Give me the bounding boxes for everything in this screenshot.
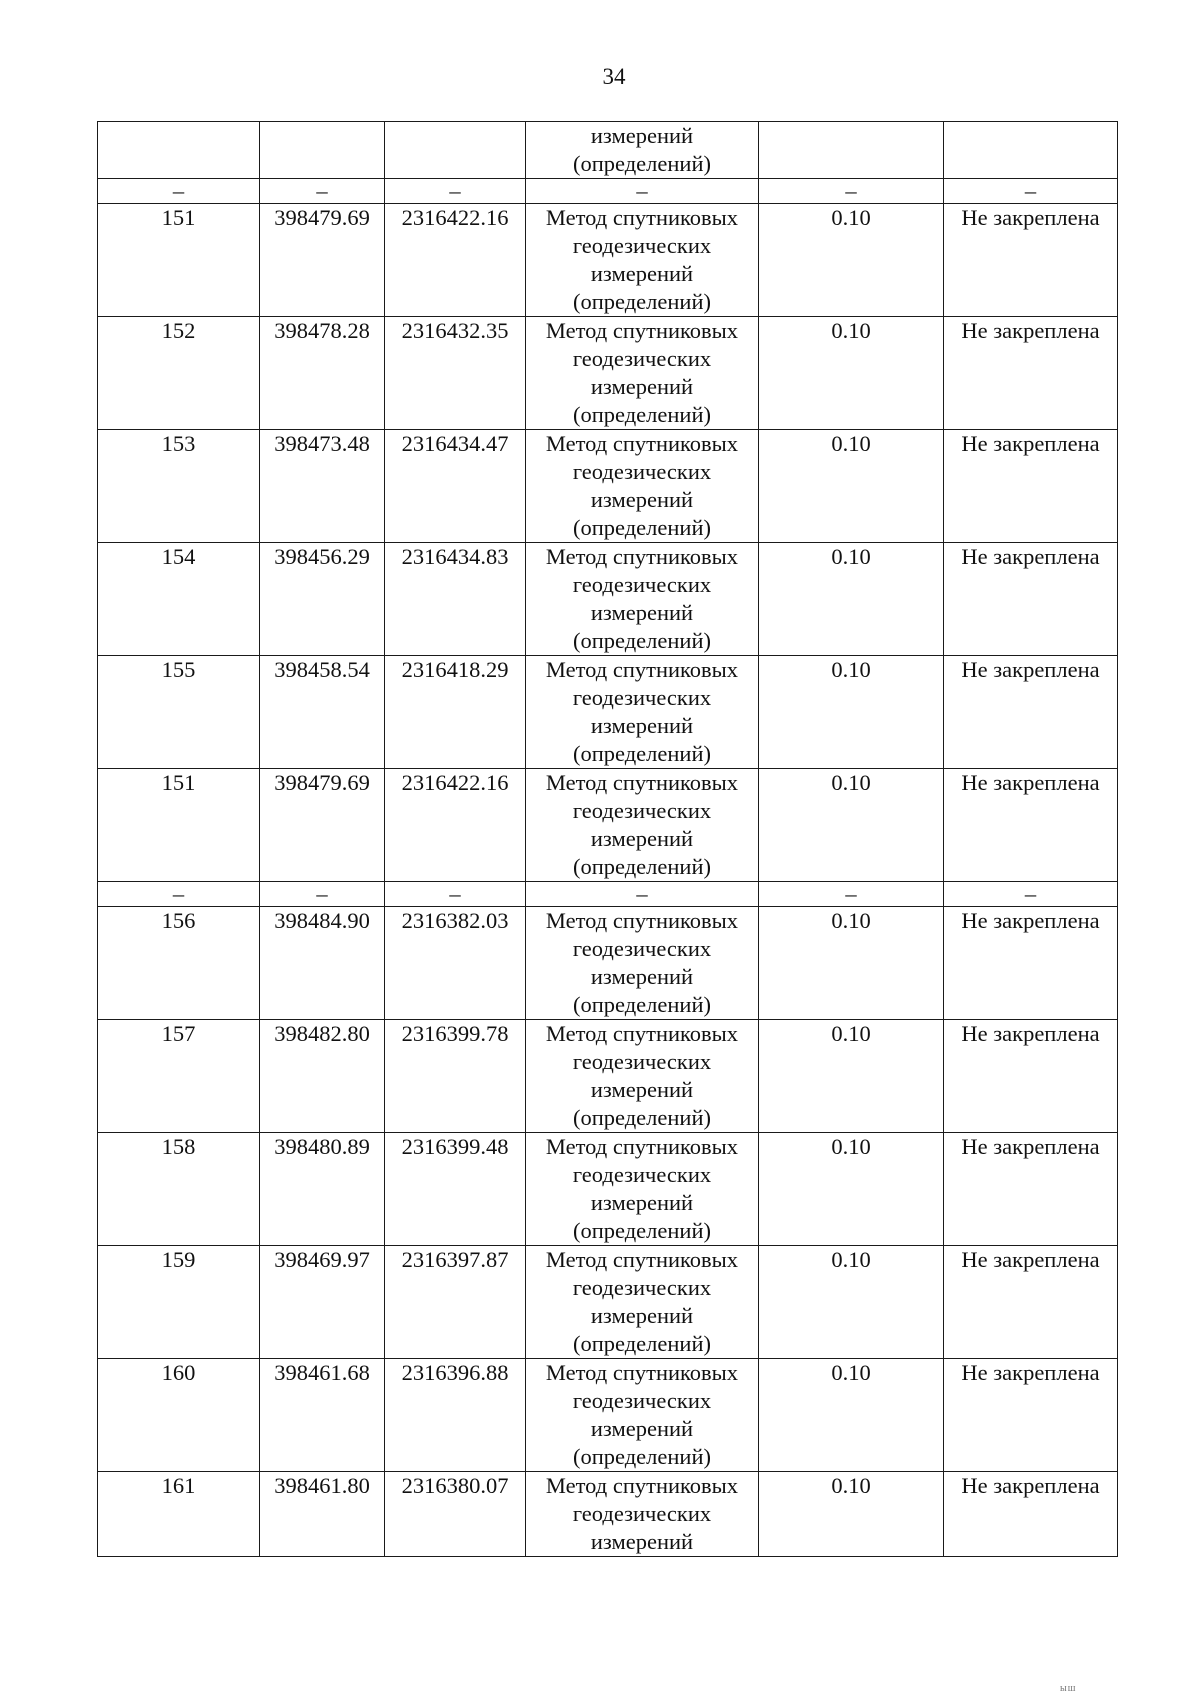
fixing-cell: Не закреплена: [944, 1359, 1118, 1472]
accuracy-cell: 0.10: [759, 204, 944, 317]
table-row: [98, 317, 1118, 430]
accuracy-cell: 0.10: [759, 430, 944, 543]
x-coordinate-cell: 398473.48: [260, 430, 385, 543]
sep-accuracy: –: [759, 179, 944, 204]
x-coordinate-cell: 398479.69: [260, 769, 385, 882]
method-cell: Метод спутниковых геодезических измерений (определений): [526, 1246, 759, 1359]
x-coordinate-cell: 398469.97: [260, 1246, 385, 1359]
y-coordinate-cell: 2316397.87: [385, 1246, 526, 1359]
x-coordinate-cell: 398456.29: [260, 543, 385, 656]
table-row: [98, 1020, 1118, 1133]
table-row: [98, 769, 1118, 882]
point-number-cell: 151: [98, 769, 260, 882]
table-row: [98, 204, 1118, 317]
accuracy-cell: 0.10: [759, 656, 944, 769]
method-cell: Метод спутниковых геодезических измерений (определений): [526, 430, 759, 543]
point-number-cell: 155: [98, 656, 260, 769]
table-row: [98, 1472, 1118, 1557]
point-number-cell: 158: [98, 1133, 260, 1246]
x-coordinate-cell: 398480.89: [260, 1133, 385, 1246]
fixing-cell: Не закреплена: [944, 656, 1118, 769]
fixing-cell: Не закреплена: [944, 907, 1118, 1020]
table-row: [98, 656, 1118, 769]
sep-point: –: [98, 882, 260, 907]
fixing-cell: Не закреплена: [944, 430, 1118, 543]
fixing-cell: Не закреплена: [944, 1472, 1118, 1557]
table-row: [98, 1359, 1118, 1472]
method-cell: Метод спутниковых геодезических измерений (определений): [526, 1359, 759, 1472]
x-coordinate-cell: 398479.69: [260, 204, 385, 317]
fixing-cell: Не закреплена: [944, 1246, 1118, 1359]
x-coordinate-cell: 398484.90: [260, 907, 385, 1020]
fixing-cell: Не закреплена: [944, 543, 1118, 656]
point-number-cell: 154: [98, 543, 260, 656]
x-coordinate-cell: 398478.28: [260, 317, 385, 430]
point-number-cell: 151: [98, 204, 260, 317]
table-row: [98, 907, 1118, 1020]
coordinates-table: [97, 121, 1118, 1557]
point-number-cell: 152: [98, 317, 260, 430]
fixing-cell: Не закреплена: [944, 204, 1118, 317]
x-coordinate-cell: 398458.54: [260, 656, 385, 769]
group-separator-row: [98, 179, 1118, 204]
table-row: [98, 543, 1118, 656]
table-row: [98, 430, 1118, 543]
continued-header-row: [98, 122, 1118, 179]
accuracy-cell: 0.10: [759, 1133, 944, 1246]
sep-x: –: [260, 882, 385, 907]
accuracy-cell: 0.10: [759, 1246, 944, 1359]
x-coordinate-cell: 398461.80: [260, 1472, 385, 1557]
method-cell: Метод спутниковых геодезических измерений (определений): [526, 1020, 759, 1133]
accuracy-cell: 0.10: [759, 1020, 944, 1133]
accuracy-cell: 0.10: [759, 769, 944, 882]
y-coordinate-cell: 2316422.16: [385, 204, 526, 317]
accuracy-cell: 0.10: [759, 1472, 944, 1557]
y-coordinate-cell: 2316399.48: [385, 1133, 526, 1246]
point-number-cell: 159: [98, 1246, 260, 1359]
fixing-cell: Не закреплена: [944, 1133, 1118, 1246]
table-row: [98, 1133, 1118, 1246]
method-cell: Метод спутниковых геодезических измерений (определений): [526, 204, 759, 317]
fixing-cell: Не закреплена: [944, 769, 1118, 882]
fixing-cell: Не закреплена: [944, 317, 1118, 430]
method-cell: Метод спутниковых геодезических измерений (определений): [526, 769, 759, 882]
header-cell: [98, 122, 260, 179]
sep-method: –: [526, 179, 759, 204]
method-cell: Метод спутниковых геодезических измерений (определений): [526, 543, 759, 656]
table-body: [98, 122, 1118, 1557]
header-cell: [385, 122, 526, 179]
method-cell: Метод спутниковых геодезических измерений (определений): [526, 1133, 759, 1246]
point-number-cell: 153: [98, 430, 260, 543]
method-cell: Метод спутниковых геодезических измерений (определений): [526, 317, 759, 430]
y-coordinate-cell: 2316432.35: [385, 317, 526, 430]
y-coordinate-cell: 2316399.78: [385, 1020, 526, 1133]
sep-point: –: [98, 179, 260, 204]
header-cell: [759, 122, 944, 179]
point-number-cell: 156: [98, 907, 260, 1020]
accuracy-cell: 0.10: [759, 317, 944, 430]
header-method-cell: измерений (определений): [526, 122, 759, 179]
y-coordinate-cell: 2316380.07: [385, 1472, 526, 1557]
point-number-cell: 157: [98, 1020, 260, 1133]
sep-y: –: [385, 882, 526, 907]
header-cell: [260, 122, 385, 179]
y-coordinate-cell: 2316396.88: [385, 1359, 526, 1472]
sep-accuracy: –: [759, 882, 944, 907]
accuracy-cell: 0.10: [759, 1359, 944, 1472]
sep-x: –: [260, 179, 385, 204]
x-coordinate-cell: 398461.68: [260, 1359, 385, 1472]
x-coordinate-cell: 398482.80: [260, 1020, 385, 1133]
y-coordinate-cell: 2316422.16: [385, 769, 526, 882]
sep-fixing: –: [944, 882, 1118, 907]
y-coordinate-cell: 2316434.83: [385, 543, 526, 656]
y-coordinate-cell: 2316418.29: [385, 656, 526, 769]
header-cell: [944, 122, 1118, 179]
point-number-cell: 161: [98, 1472, 260, 1557]
sep-y: –: [385, 179, 526, 204]
fixing-cell: Не закреплена: [944, 1020, 1118, 1133]
point-number-cell: 160: [98, 1359, 260, 1472]
footer-mark: ыш: [1060, 1683, 1077, 1694]
sep-method: –: [526, 882, 759, 907]
page-number: 34: [602, 64, 626, 89]
table-row: [98, 1246, 1118, 1359]
method-cell: Метод спутниковых геодезических измерений: [526, 1472, 759, 1557]
y-coordinate-cell: 2316382.03: [385, 907, 526, 1020]
accuracy-cell: 0.10: [759, 543, 944, 656]
method-cell: Метод спутниковых геодезических измерений (определений): [526, 656, 759, 769]
accuracy-cell: 0.10: [759, 907, 944, 1020]
group-separator-row: [98, 882, 1118, 907]
sep-fixing: –: [944, 179, 1118, 204]
y-coordinate-cell: 2316434.47: [385, 430, 526, 543]
method-cell: Метод спутниковых геодезических измерений (определений): [526, 907, 759, 1020]
